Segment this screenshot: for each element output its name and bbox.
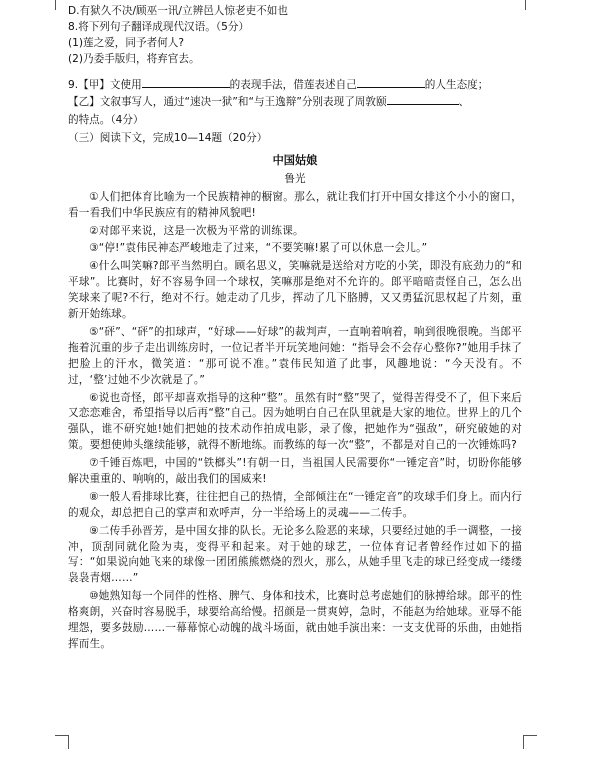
article-title: 中国姑娘	[272, 154, 318, 168]
question-9-b-suffix: 、	[458, 96, 470, 109]
question-8-item-2: (2)乃委手版归，将弃官去。	[68, 52, 200, 65]
article-paragraph-4: ④什么叫笑嘛?郎平当然明白。顾名思义，笑嘛就是送给对方吃的小笑，即没有底劲力的“和平球”。比赛时，好不容易争回一个球权，笑嘛那是绝对不允许的。郎平暗暗责怪自己，怎么出笑球来了呢?不行，绝对不行。她走动了几步，挥动了几下胳膊，又又勇猛沉思权起了片刻，重新开始练球。	[68, 260, 522, 321]
article-paragraph-10: ⑩她熟知每一个同伴的性格、脾气、身体和技术，比赛时总考虑她们的脉搏给球。郎平的性格爽朗，兴奋时容易脱手，球要给高给慢。招颜是一贯爽婷，急时，不能赵为给她球。亚辱不能埋怨，要多鼓励……一幕幕惊心动魄的战斗场面，就由她手演出来：一支支优哥的乐曲，由她指挥而生。	[68, 590, 522, 650]
article-body	[68, 190, 522, 653]
article-author: 鲁光	[284, 172, 306, 185]
question-9-a-mid: 的表现手法，借莲表述自己	[229, 78, 357, 91]
question-8-item-1: (1)莲之爱，同予者何人?	[68, 36, 184, 49]
question-9-a-suffix: 的人生态度；	[424, 78, 489, 91]
section-3-heading: （三）阅读下文，完成10—14题（20分）	[68, 132, 268, 145]
article-paragraph-5: ⑤“砰”、“砰”的扣球声，“好球——好球”的裁判声，一直响着响着，响到很晚很晚。当郎平拖着沉重的步子走出训练房时，一位记者半开玩笑地问她：“指导会不会存心整你?”她用手抹了把脸上的汗水，微笑道：“那可说不准。”袁伟民知道了此事，风趣地说：“今天没有。不过，‘整’过她不少次就是了。”	[68, 325, 522, 386]
article-paragraph-3: ③“停!”袁伟民神态严峻地走了过来，“不要笑嘛!累了可以休息一会儿。”	[89, 242, 428, 255]
question-8-line: 8.将下列句子翻译成现代汉语。（5分）	[68, 20, 250, 33]
crop-mark-bottom-left	[55, 735, 69, 736]
crop-mark-bottom-right	[523, 735, 537, 736]
article-paragraph-6: ⑥说也奇怪，郎平却喜欢指导的这种“整”。虽然有时“整”哭了，觉得苦得受不了，但下来后又恋恋难舍，希望指导以后再“整”自己。因为她明白自己在队里就是大家的地位。世界上的几个强队，谁不研究她!她们把她的技术动作拍成电影，录了像，把她作为“强敌”，研究破她的对策。要想使帅头继续能够，就得不断地练。而教练的每一次“整”，不都是对自己的一次锤炼吗?	[68, 391, 522, 452]
crop-mark-bottom-right-vertical	[523, 735, 524, 749]
answer-blank-technique[interactable]	[142, 76, 230, 88]
answer-blank-trait-1[interactable]	[387, 93, 459, 105]
question-9-line-3	[68, 111, 522, 129]
option-d-line: D.有狱久不决/顾巫一讯/立辨邑人惊老吏不如也	[68, 5, 288, 17]
article-paragraph-2: ②对郎平来说，这是一次极为平常的训练课。	[89, 224, 304, 237]
article-paragraph-9: ⑨二传手孙晋芳，是中国女排的队长。无论多么险恶的来球，只要经过她的手一调整，一接冲，顶刮同就化险为夷，变得平和起来。对于她的球艺，一位体育记者曾经作过如下的描写：“如果说向她飞来的球像一团团熊熊燃烧的烈火，那么，从她手里飞走的球已经变成一缕缕袅袅青烟……”	[68, 524, 522, 585]
article-paragraph-8: ⑧一般人看排球比赛，往往把自己的热情，全部倾注在“一锤定音”的攻球手们身上。而内行的观众，却总把自己的掌声和欢呼声，分一半给场上的灵魂——二传手。	[68, 490, 522, 519]
answer-blank-attitude[interactable]	[357, 76, 425, 88]
question-9-b-prefix: 【乙】文叙事写人，通过“速决一狱”和“与王逸辩”分别表现了周敦颐	[68, 96, 387, 109]
question-9-c-line: 的特点。（4分）	[68, 114, 144, 127]
article-paragraph-1: ①人们把体育比喻为一个民族精神的橱窗。那么，就让我们打开中国女排这个小小的窗口，看一看我们中华民族应有的精神风貌吧!	[68, 190, 522, 219]
question-9-line-1	[68, 76, 522, 94]
question-9-line-2	[68, 93, 522, 111]
question-9-a-prefix: 9.【甲】文使用	[68, 78, 142, 91]
crop-mark-top-left	[55, 0, 56, 10]
article-paragraph-7: ⑦千锤百炼吧，中国的“铁榔头”!有朝一日，当祖国人民需要你“一锤定音”时，切盼你能够解决重重的、响响的，敲出我们的国威来!	[68, 457, 522, 485]
crop-mark-bottom-left-vertical	[68, 735, 69, 749]
crop-mark-top-right	[525, 0, 526, 10]
document-content	[68, 4, 522, 653]
